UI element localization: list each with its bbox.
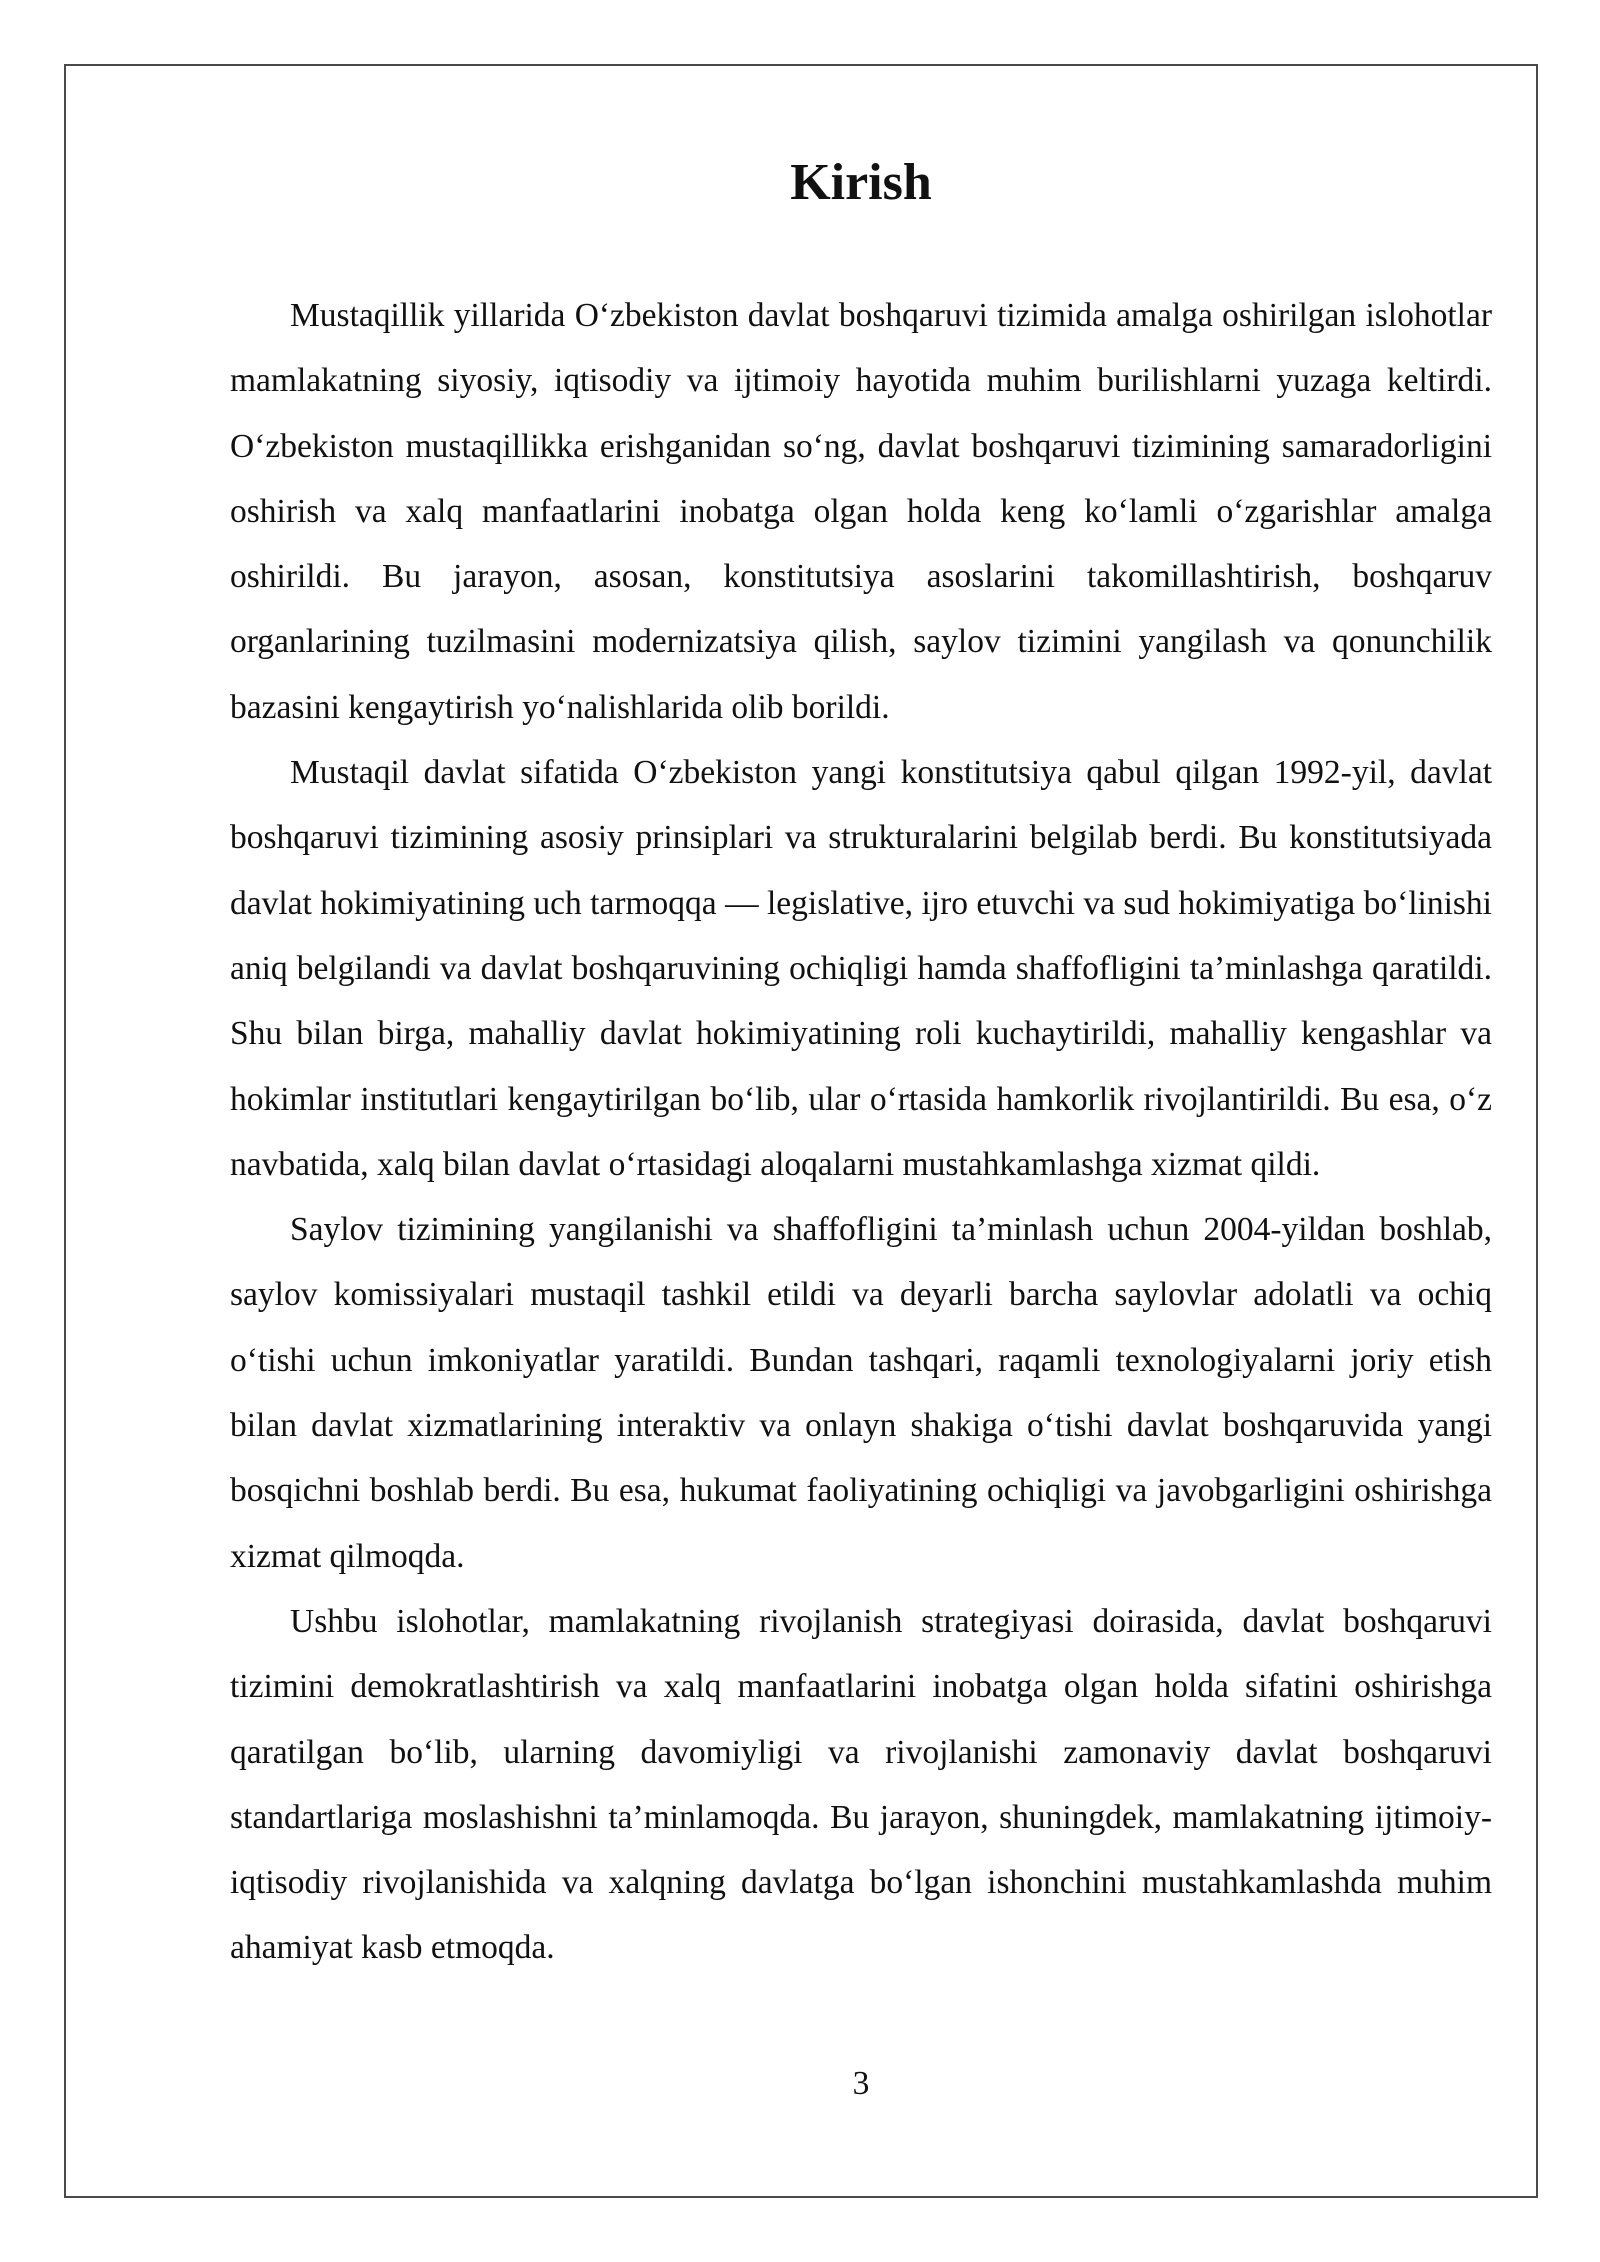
document-body xyxy=(230,283,1492,1981)
paragraph-4: Ushbu islohotlar, mamlakatning rivojlanish strategiyasi doirasida, davlat boshqaruvi tizimini demokratlashtirish va xalq manfaatlarini inobatga olgan holda sifatini oshirishga qaratilgan bo‘lib, ularning davomiyligi va rivojlanishi zamonaviy davlat boshqaruvi standartlariga moslashishni ta’minlamoqda. Bu jarayon, shuningdek, mamlakatning ijtimoiy-iqtisodiy rivojlanishida va xalqning davlatga bo‘lgan ishonchini mustahkamlashda muhim ahamiyat kasb etmoqda. xyxy=(230,1602,1492,1967)
paragraph-1: Mustaqillik yillarida O‘zbekiston davlat boshqaruvi tizimida amalga oshirilgan islohotlar mamlakatning siyosiy, iqtisodiy va ijtimoiy hayotida muhim burilishlarni yuzaga keltirdi. O‘zbekiston mustaqillikka erishganidan so‘ng, davlat boshqaruvi tizimining samaradorligini oshirish va xalq manfaatlarini inobatga olgan holda keng ko‘lamli o‘zgarishlar amalga oshirildi. Bu jarayon, asosan, konstitutsiya asoslarini takomillashtirish, boshqaruv organlarining tuzilmasini modernizatsiya qilish, saylov tizimini yangilash va qonunchilik bazasini kengaytirish yo‘nalishlarida olib borildi. xyxy=(230,297,1492,726)
paragraph-2: Mustaqil davlat sifatida O‘zbekiston yangi konstitutsiya qabul qilgan 1992-yil, davlat boshqaruvi tizimining asosiy prinsiplari va strukturalarini belgilab berdi. Bu konstitutsiyada davlat hokimiyatining uch tarmoqqa — legislative, ijro etuvchi va sud hokimiyatiga bo‘linishi aniq belgilandi va davlat boshqaruvining ochiqligi hamda shaffofligini ta’minlashga qaratildi. Shu bilan birga, mahalliy davlat hokimiyatining roli kuchaytirildi, mahalliy kengashlar va hokimlar institutlari kengaytirilgan bo‘lib, ular o‘rtasida hamkorlik rivojlantirildi. Bu esa, o‘z navbatida, xalq bilan davlat o‘rtasidagi aloqalarni mustahkamlashga xizmat qildi. xyxy=(230,754,1492,1183)
page-number: 3 xyxy=(852,2065,870,2102)
page-title: Kirish xyxy=(790,154,932,211)
paragraph-3: Saylov tizimining yangilanishi va shaffofligini ta’minlash uchun 2004-yildan boshlab, saylov komissiyalari mustaqil tashkil etildi va deyarli barcha saylovlar adolatli va ochiq o‘tishi uchun imkoniyatlar yaratildi. Bundan tashqari, raqamli texnologiyalarni joriy etish bilan davlat xizmatlarining interaktiv va onlayn shakiga o‘tishi davlat boshqaruvida yangi bosqichni boshlab berdi. Bu esa, hukumat faoliyatining ochiqligi va javobgarligini oshirishga xizmat qilmoqda. xyxy=(230,1211,1492,1575)
